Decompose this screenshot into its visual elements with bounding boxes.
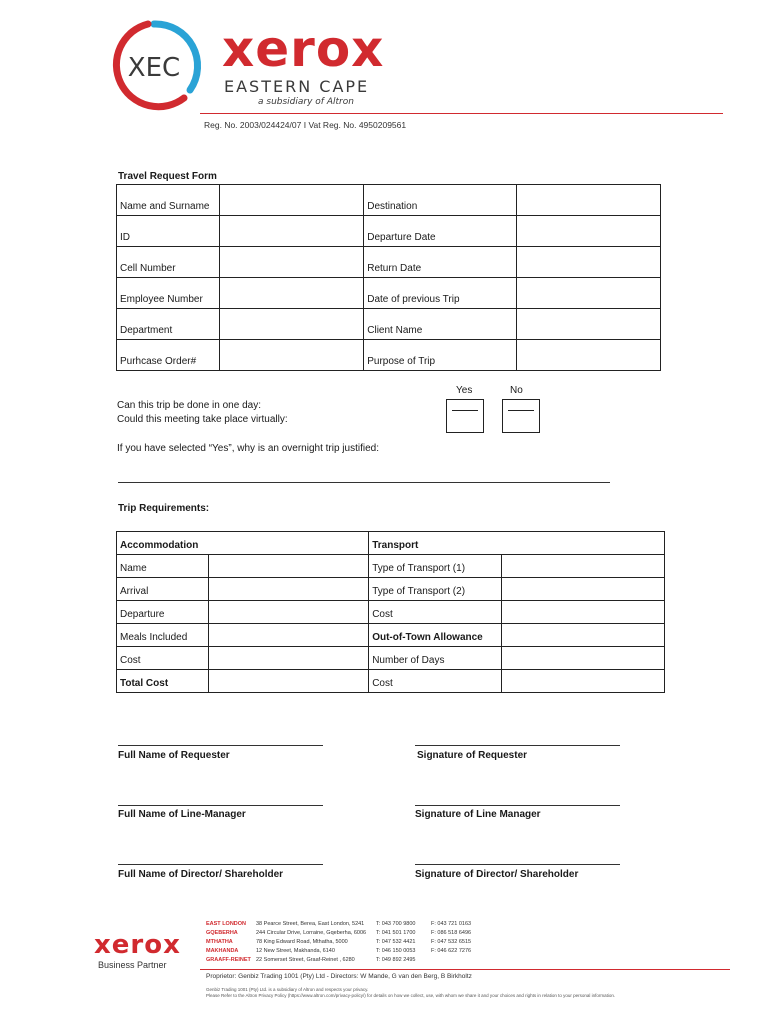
- requirement-label: Name: [117, 555, 209, 578]
- footer-note-line2: Please Refer to the Altron Privacy Policy (https://www.altron.com/privacy-policy/) for details on how we collect, use, with whom we share it and your choices and rights in relation to your personal information.: [206, 993, 616, 998]
- requirement-label: Cost: [369, 601, 502, 624]
- director-signature-label: Signature of Director/ Shareholder: [415, 869, 579, 880]
- requirement-label: Cost: [369, 670, 502, 693]
- footer-office-faxes: [431, 920, 471, 956]
- office-address: 244 Circular Drive, Lorraine, Gqeberha, 6006: [256, 930, 367, 936]
- table-row: [117, 670, 665, 693]
- header-divider: [200, 113, 723, 114]
- director-name-label: Full Name of Director/ Shareholder: [118, 869, 284, 880]
- table-row: [117, 624, 665, 647]
- requirement-input[interactable]: [501, 578, 664, 601]
- field-label: Destination: [364, 185, 516, 216]
- requirement-input[interactable]: [209, 670, 369, 693]
- table-row: [117, 555, 665, 578]
- brand-region: EASTERN CAPE: [224, 77, 370, 96]
- details-table: [116, 184, 661, 371]
- field-label: Purpose of Trip: [364, 340, 516, 371]
- office-address: 38 Pearce Street, Berea, East London, 5241: [256, 921, 365, 927]
- office-city: EAST LONDON: [206, 921, 247, 927]
- footer-note-line1: Genbiz Trading 1001 (Pty) Ltd. is a subsidiary of Altron and respects your privacy.: [206, 987, 369, 992]
- table-row: [117, 340, 661, 371]
- no-checkbox[interactable]: [502, 399, 540, 433]
- office-address: 22 Somerset Street, Graaf-Reinet , 6280: [256, 957, 355, 963]
- field-label: Departure Date: [364, 216, 516, 247]
- requirement-label: Total Cost: [117, 670, 209, 693]
- office-address: 12 New Street, Makhanda, 6140: [256, 948, 335, 954]
- requirement-input[interactable]: [209, 578, 369, 601]
- office-tel: T: 041 501 1700: [376, 930, 416, 936]
- xec-logo: [104, 18, 204, 114]
- field-input[interactable]: [219, 309, 363, 340]
- office-fax: F: 047 532 6515: [431, 939, 472, 945]
- field-input[interactable]: [219, 278, 363, 309]
- field-input[interactable]: [219, 185, 363, 216]
- footer-office-phones: [376, 920, 415, 965]
- brand-name: xerox: [222, 20, 385, 78]
- field-label: ID: [117, 216, 220, 247]
- question-one-day: Can this trip be done in one day:: [117, 400, 261, 411]
- manager-signature-line[interactable]: [415, 805, 620, 806]
- requirement-label: Out-of-Town Allowance: [369, 624, 502, 647]
- requirement-input[interactable]: [501, 601, 664, 624]
- requirement-input[interactable]: [209, 624, 369, 647]
- field-input[interactable]: [516, 247, 660, 278]
- table-row: [117, 578, 665, 601]
- table-row: [117, 185, 661, 216]
- requirement-input[interactable]: [501, 555, 664, 578]
- footer-office-addresses: [256, 920, 366, 965]
- question-virtual: Could this meeting take place virtually:: [117, 414, 288, 425]
- office-fax: F: 043 721 0163: [431, 921, 472, 927]
- footer-proprietor: Proprietor: Genbiz Trading 1001 (Pty) Ltd - Directors: W Mande, G van den Berg, B Birkholtz: [206, 973, 472, 980]
- office-tel: T: 047 532 4421: [376, 939, 416, 945]
- requirement-label: Meals Included: [117, 624, 209, 647]
- field-label: Employee Number: [117, 278, 220, 309]
- manager-signature-label: Signature of Line Manager: [415, 809, 541, 820]
- requirement-label: Type of Transport (2): [369, 578, 502, 601]
- office-city: GQEBERHA: [206, 930, 238, 936]
- field-label: Return Date: [364, 247, 516, 278]
- requirement-input[interactable]: [501, 647, 664, 670]
- field-input[interactable]: [516, 278, 660, 309]
- form-title: Travel Request Form: [118, 171, 217, 182]
- field-input[interactable]: [516, 309, 660, 340]
- requester-signature-line[interactable]: [415, 745, 620, 746]
- manager-name-label: Full Name of Line-Manager: [118, 809, 246, 820]
- table-row: [117, 278, 661, 309]
- office-tel: T: 049 892 2495: [376, 957, 416, 963]
- field-input[interactable]: [219, 216, 363, 247]
- field-input[interactable]: [516, 340, 660, 371]
- requirement-label: Departure: [117, 601, 209, 624]
- office-city: MAKHANDA: [206, 948, 239, 954]
- requester-name-label: Full Name of Requester: [118, 750, 230, 761]
- footer-privacy-note: [206, 987, 726, 999]
- requirement-label: Number of Days: [369, 647, 502, 670]
- office-fax: F: 086 518 6496: [431, 930, 472, 936]
- requirement-input[interactable]: [501, 670, 664, 693]
- table-row: [117, 216, 661, 247]
- requirements-table: [116, 531, 665, 693]
- field-input[interactable]: [219, 247, 363, 278]
- footer-divider: [200, 969, 730, 970]
- table-row: [117, 247, 661, 278]
- requester-signature-label: Signature of Requester: [417, 750, 528, 761]
- yes-checkbox[interactable]: [446, 399, 484, 433]
- requester-name-line[interactable]: [118, 745, 323, 746]
- field-input[interactable]: [516, 185, 660, 216]
- office-tel: T: 046 150 0053: [376, 948, 416, 954]
- footer-brand: xerox: [94, 930, 181, 960]
- justification-line[interactable]: [118, 482, 610, 483]
- field-label: Cell Number: [117, 247, 220, 278]
- requirement-input[interactable]: [209, 555, 369, 578]
- question-overnight: If you have selected “Yes”, why is an overnight trip justified:: [117, 443, 379, 454]
- field-input[interactable]: [516, 216, 660, 247]
- requirement-input[interactable]: [209, 601, 369, 624]
- footer-office-cities: [206, 920, 251, 965]
- requirement-label: Arrival: [117, 578, 209, 601]
- office-city: MTHATHA: [206, 939, 233, 945]
- requirement-label: Cost: [117, 647, 209, 670]
- table-row: [117, 647, 665, 670]
- table-row: [117, 601, 665, 624]
- registration-line: Reg. No. 2003/024424/07 I Vat Reg. No. 4950209561: [204, 120, 407, 130]
- manager-name-line[interactable]: [118, 805, 323, 806]
- requirement-input[interactable]: [209, 647, 369, 670]
- office-address: 78 King Edward Road, Mthatha, 5000: [256, 939, 348, 945]
- brand-subsidiary: a subsidiary of Altron: [258, 97, 354, 107]
- footer-tagline: Business Partner: [98, 960, 167, 970]
- field-label: Name and Surname: [117, 185, 220, 216]
- requirement-label: Type of Transport (1): [369, 555, 502, 578]
- office-tel: T: 043 700 9800: [376, 921, 416, 927]
- no-label: No: [510, 385, 523, 396]
- office-city: GRAAFF-REINET: [206, 957, 251, 963]
- logo-text: XEC: [127, 53, 181, 83]
- trip-requirements-title: Trip Requirements:: [118, 503, 210, 514]
- field-label: Purhcase Order#: [117, 340, 220, 371]
- requirement-input[interactable]: [501, 624, 664, 647]
- yes-label: Yes: [456, 385, 473, 396]
- field-input[interactable]: [219, 340, 363, 371]
- director-signature-line[interactable]: [415, 864, 620, 865]
- director-name-line[interactable]: [118, 864, 323, 865]
- office-fax: F: 046 622 7276: [431, 948, 472, 954]
- field-label: Client Name: [364, 309, 516, 340]
- table-row: [117, 309, 661, 340]
- transport-header: Transport: [369, 532, 665, 555]
- accommodation-header: Accommodation: [117, 532, 369, 555]
- field-label: Date of previous Trip: [364, 278, 516, 309]
- field-label: Department: [117, 309, 220, 340]
